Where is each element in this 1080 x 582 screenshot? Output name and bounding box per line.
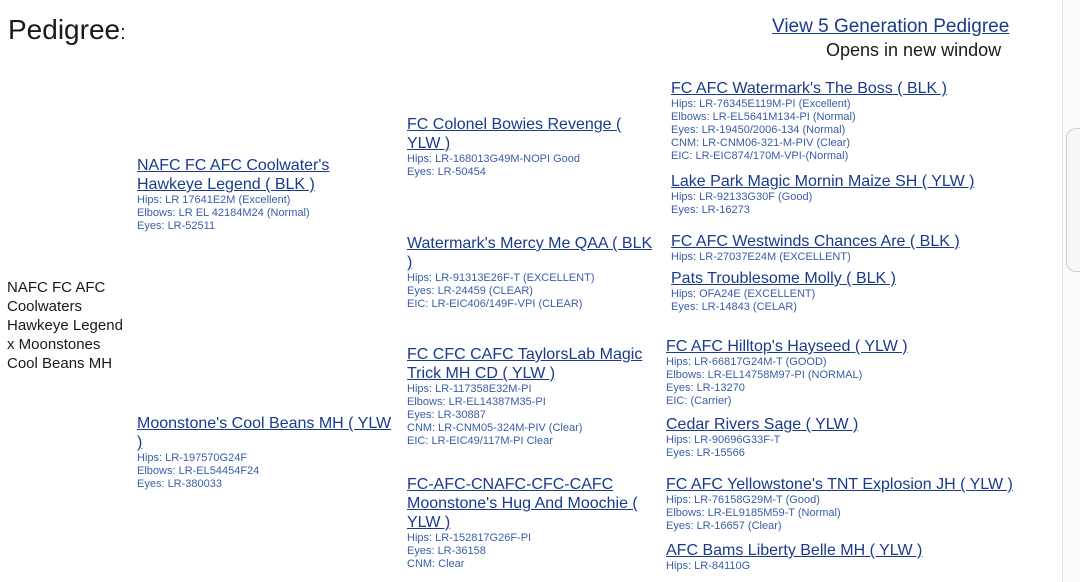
page-title-colon: : [120,22,126,44]
health-info-line: EIC: LR-EIC406/149F-VPI (CLEAR) [407,298,583,310]
health-info-line: Eyes: LR-52511 [137,220,216,232]
health-info-line: Eyes: LR-36158 [407,545,486,557]
sdd-name-link[interactable]: Pats Troublesome Molly ( BLK ) [671,270,896,287]
dss-name-link[interactable]: FC AFC Hilltop's Hayseed ( YLW ) [666,338,908,355]
health-info-line: Hips: LR-76158G29M-T (Good) [666,494,820,506]
health-info-line: Eyes: LR-13270 [666,382,745,394]
pedigree-dam-dam-sire [666,475,1046,533]
page-title [8,14,126,46]
health-info-line: Elbows: LR-EL9185M59-T (Normal) [666,507,841,519]
sire-sire-health-info [407,153,657,179]
scrollbar-handle[interactable] [1066,128,1080,272]
health-info-line: Elbows: LR-EL5641M134-PI (Normal) [671,111,856,123]
health-info-line: Hips: LR-84110G [666,560,751,572]
health-info-line: Eyes: LR-16273 [671,204,750,216]
pedigree-sire [137,156,399,233]
ssd-health-info [671,191,1041,217]
health-info-line: Elbows: LR-EL54454F24 [137,465,260,477]
health-info-line: Hips: LR 17641E2M (Excellent) [137,194,291,206]
ddd-health-info [666,560,1046,573]
health-info-line: Eyes: LR-30887 [407,409,486,421]
health-info-line: Eyes: LR-16657 (Clear) [666,520,782,532]
sire-sire-name-link[interactable]: FC Colonel Bowies Revenge ( YLW ) [407,116,622,152]
root-line: Cool Beans MH [7,355,113,372]
dsd-name-link[interactable]: Cedar Rivers Sage ( YLW ) [666,416,859,433]
health-info-line: Hips: LR-197570G24F [137,452,248,464]
health-info-line: Hips: LR-168013G49M-NOPI Good [407,153,581,165]
page-title-text: Pedigree [8,14,121,45]
sire-dam-health-info [407,272,657,311]
pedigree-sire-dam [407,234,657,311]
ddd-name-link[interactable]: AFC Bams Liberty Belle MH ( YLW ) [666,542,923,559]
health-info-line: Hips: LR-91313E26F-T (EXCELLENT) [407,272,595,284]
pedigree-dam-sire-sire [666,337,1046,408]
dam-sire-name-link[interactable]: FC CFC CAFC TaylorsLab Magic Trick MH CD ( YLW ) [407,346,643,382]
root-line: Coolwaters [7,298,83,315]
health-info-line: Eyes: LR-50454 [407,166,486,178]
scrollbar-track [1062,0,1080,582]
dsd-health-info [666,434,1046,460]
health-info-line: EIC: (Carrier) [666,395,732,407]
sss-health-info [671,98,1041,163]
dam-dam-name-link[interactable]: FC-AFC-CNAFC-CFC-CAFC Moonstone's Hug And Moochie ( YLW ) [407,476,638,531]
dds-name-link[interactable]: FC AFC Yellowstone's TNT Explosion JH ( YLW ) [666,476,1013,493]
pedigree-sire-sire-dam [671,172,1041,217]
health-info-line: CNM: LR-CNM06-321-M-PIV (Clear) [671,137,851,149]
opens-new-window-note: Opens in new window [826,40,1002,60]
sire-dam-name-link[interactable]: Watermark's Mercy Me QAA ( BLK ) [407,235,653,271]
health-info-line: Eyes: LR-380033 [137,478,222,490]
pedigree-sire-dam-sire [671,232,1041,264]
health-info-line: Hips: LR-92133G30F (Good) [671,191,813,203]
health-info-line: Eyes: LR-14843 (CELAR) [671,301,797,313]
pedigree-dam-sire-dam [666,415,1046,460]
pedigree-dam-dam [407,475,657,571]
sire-name-link[interactable]: NAFC FC AFC Coolwater's Hawkeye Legend ( BLK ) [137,157,330,193]
dam-dam-health-info [407,532,657,571]
health-info-line: Hips: LR-152817G26F-PI [407,532,532,544]
root-line: NAFC FC AFC [7,279,106,296]
sss-name-link[interactable]: FC AFC Watermark's The Boss ( BLK ) [671,80,947,97]
health-info-line: Hips: LR-66817G24M-T (GOOD) [666,356,827,368]
health-info-line: Elbows: LR-EL14758M97-PI (NORMAL) [666,369,863,381]
root-line: Hawkeye Legend [7,317,123,334]
pedigree-sire-sire-sire [671,79,1041,163]
health-info-line: Eyes: LR-15566 [666,447,745,459]
sdd-health-info [671,288,1041,314]
pedigree-dam [137,414,399,491]
health-info-line: Elbows: LR EL 42184M24 (Normal) [137,207,310,219]
dds-health-info [666,494,1046,533]
health-info-line: Hips: LR-27037E24M (EXCELLENT) [671,251,851,263]
pedigree-dam-sire [407,345,657,448]
dam-sire-health-info [407,383,657,448]
health-info-line: Hips: LR-117358E32M-PI [407,383,532,395]
health-info-line: Eyes: LR-24459 (CLEAR) [407,285,533,297]
dam-health-info [137,452,399,491]
pedigree-sire-sire [407,115,657,179]
health-info-line: EIC: LR-EIC49/117M-PI Clear [407,435,553,447]
health-info-line: CNM: Clear [407,558,465,570]
sire-health-info [137,194,399,233]
health-info-line: Hips: OFA24E (EXCELLENT) [671,288,816,300]
health-info-line: CNM: LR-CNM05-324M-PIV (Clear) [407,422,583,434]
dam-name-link[interactable]: Moonstone's Cool Beans MH ( YLW ) [137,415,392,451]
pedigree-dam-dam-dam [666,541,1046,573]
ssd-name-link[interactable]: Lake Park Magic Mornin Maize SH ( YLW ) [671,173,975,190]
sds-health-info [671,251,1041,264]
sds-name-link[interactable]: FC AFC Westwinds Chances Are ( BLK ) [671,233,960,250]
health-info-line: Elbows: LR-EL14387M35-PI [407,396,546,408]
health-info-line: EIC: LR-EIC874/170M-VPI-(Normal) [671,150,849,162]
root-line: x Moonstones [7,336,101,353]
pedigree-sire-dam-dam [671,269,1041,314]
dss-health-info [666,356,1046,408]
health-info-line: Eyes: LR-19450/2006-134 (Normal) [671,124,846,136]
pedigree-root-label [7,278,137,373]
health-info-line: Hips: LR-76345E119M-PI (Excellent) [671,98,851,110]
health-info-line: Hips: LR-90696G33F-T [666,434,781,446]
view-5-generation-pedigree-link[interactable]: View 5 Generation Pedigree [772,16,1010,37]
